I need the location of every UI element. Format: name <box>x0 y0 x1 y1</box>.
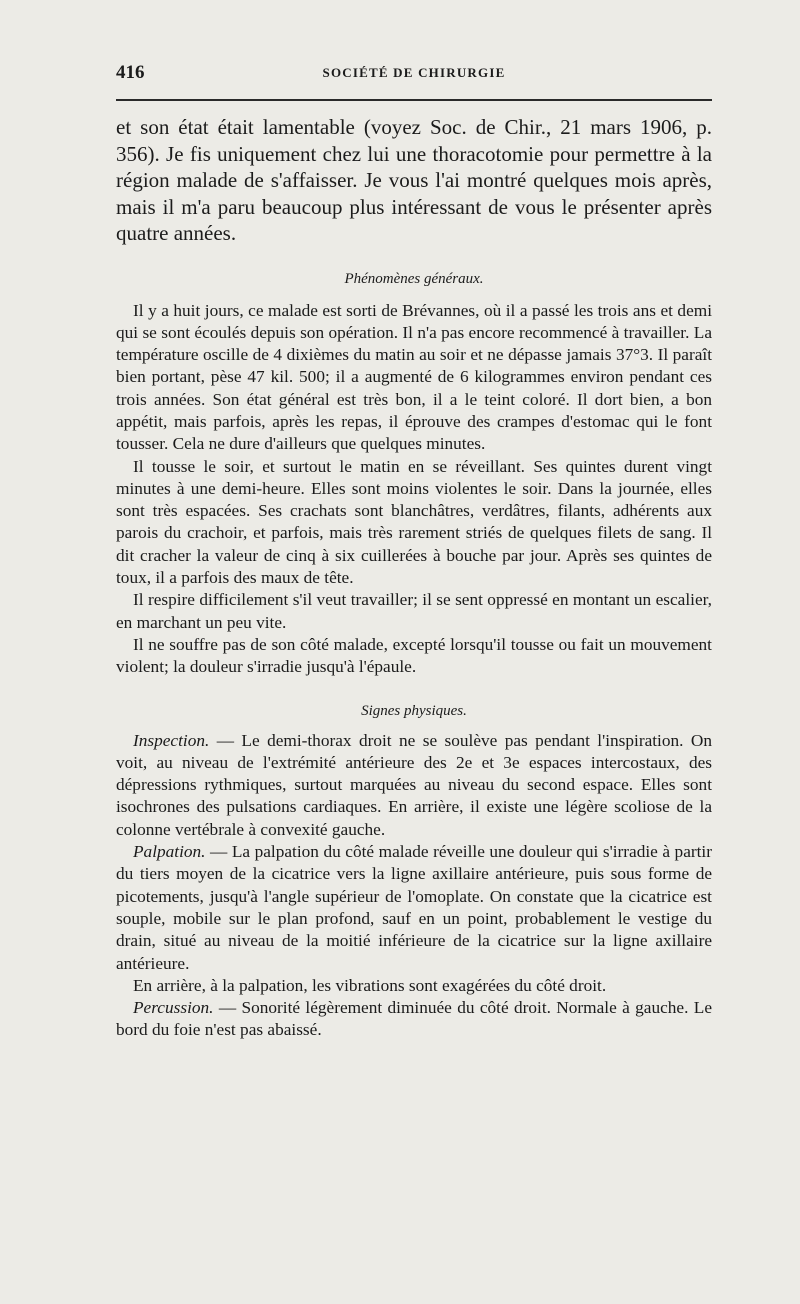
section-title-signes: Signes physiques. <box>361 702 467 719</box>
section-phenomenes <box>116 271 712 679</box>
percussion-label: Percussion. <box>133 998 214 1018</box>
paragraph: Il ne souffre pas de son côté malade, excepté lorsqu'il tousse ou fait un mouvement violent; la douleur s'irradie jusqu'à l'épaule. <box>116 634 712 677</box>
inspection-text: — Le demi-thorax droit ne se soulève pas pendant l'inspiration. On voit, au niveau de l'extrémité antérieure des 2e et 3e espaces intercostaux, des dépressions rythmiques, surtout marquées au niveau du second espace. Elles sont isochrones des pulsations cardiaques. En arrière, il existe une légère scoliose de la colonne vertébrale à convexité gauche. <box>116 730 712 839</box>
palpation-paragraph <box>116 841 712 975</box>
intro-block <box>116 114 712 247</box>
page-header <box>116 62 712 86</box>
percussion-paragraph <box>116 997 712 1042</box>
inspection-paragraph <box>116 730 712 841</box>
palpation-text: — La palpation du côté malade réveille une douleur qui s'irradie à partir du tiers moyen de la cicatrice vers la ligne axillaire antérieure, puis sous forme de picotements, jusqu'à l'angle supérieur de l'omoplate. On constate que la cicatrice est souple, mobile sur le plan profond, sauf en un point, probablement le vestige du drain, situé au niveau de la moitié inférieure de la cicatrice sur la ligne axillaire antérieure. <box>116 842 712 973</box>
page-content <box>116 114 712 1042</box>
percussion-text: — Sonorité légèrement diminuée du côté droit. Normale à gauche. Le bord du foie n'est pas abaissé. <box>116 998 712 1040</box>
palpation-label: Palpation. <box>133 842 206 862</box>
paragraph: Il y a huit jours, ce malade est sorti de Brévannes, où il a passé les trois ans et demi qui se sont écoulés depuis son opération. Il n'a pas encore recommencé à travailler. La température oscille de 4 dixièmes du matin au soir et ne dépasse jamais 37°3. Il paraît bien portant, pèse 47 kil. 500; il a augmenté de 6 kilogrammes environ pendant ces trois années. Son état général est très bon, il a le teint coloré. Il dort bien, a bon appétit, mais parfois, après les repas, il éprouve des crampes d'estomac qui le font tousser. Cela ne dure d'ailleurs que quelques minutes. <box>116 300 712 454</box>
section-signes <box>116 703 712 1042</box>
section-title-phenomenes: Phénomènes généraux. <box>344 270 484 287</box>
header-rule <box>116 99 712 101</box>
palpation-back-paragraph: En arrière, à la palpation, les vibrations sont exagérées du côté droit. <box>133 975 607 995</box>
paragraph: Il tousse le soir, et surtout le matin en se réveillant. Ses quintes durent vingt minutes à une demi-heure. Elles sont moins violentes le soir. Dans la journée, elles sont très espacées. Ses crachats sont blanchâtres, verdâtres, filants, adhérents aux parois du crachoir, et parfois, mais très rarement striés de quelques filets de sang. Il dit cracher la valeur de cinq à six cuillerées à bouche par jour. Après ses quintes de toux, il a parfois des maux de tête. <box>116 456 712 588</box>
running-title: SOCIÉTÉ DE CHIRURGIE <box>322 65 506 80</box>
page-number: 416 <box>116 62 145 83</box>
paragraph: Il respire difficilement s'il veut travailler; il se sent oppressé en montant un escalier, en marchant un peu vite. <box>116 590 712 632</box>
intro-paragraph: et son état était lamentable (voyez Soc. de Chir., 21 mars 1906, p. 356). Je fis uniquement chez lui une thoracotomie pour permettre à la région malade de s'affaisser. Je vous l'ai montré quelques mois après, mais il m'a paru beaucoup plus intéressant de vous le présenter après quatre années. <box>116 115 712 245</box>
inspection-label: Inspection. <box>133 730 210 750</box>
